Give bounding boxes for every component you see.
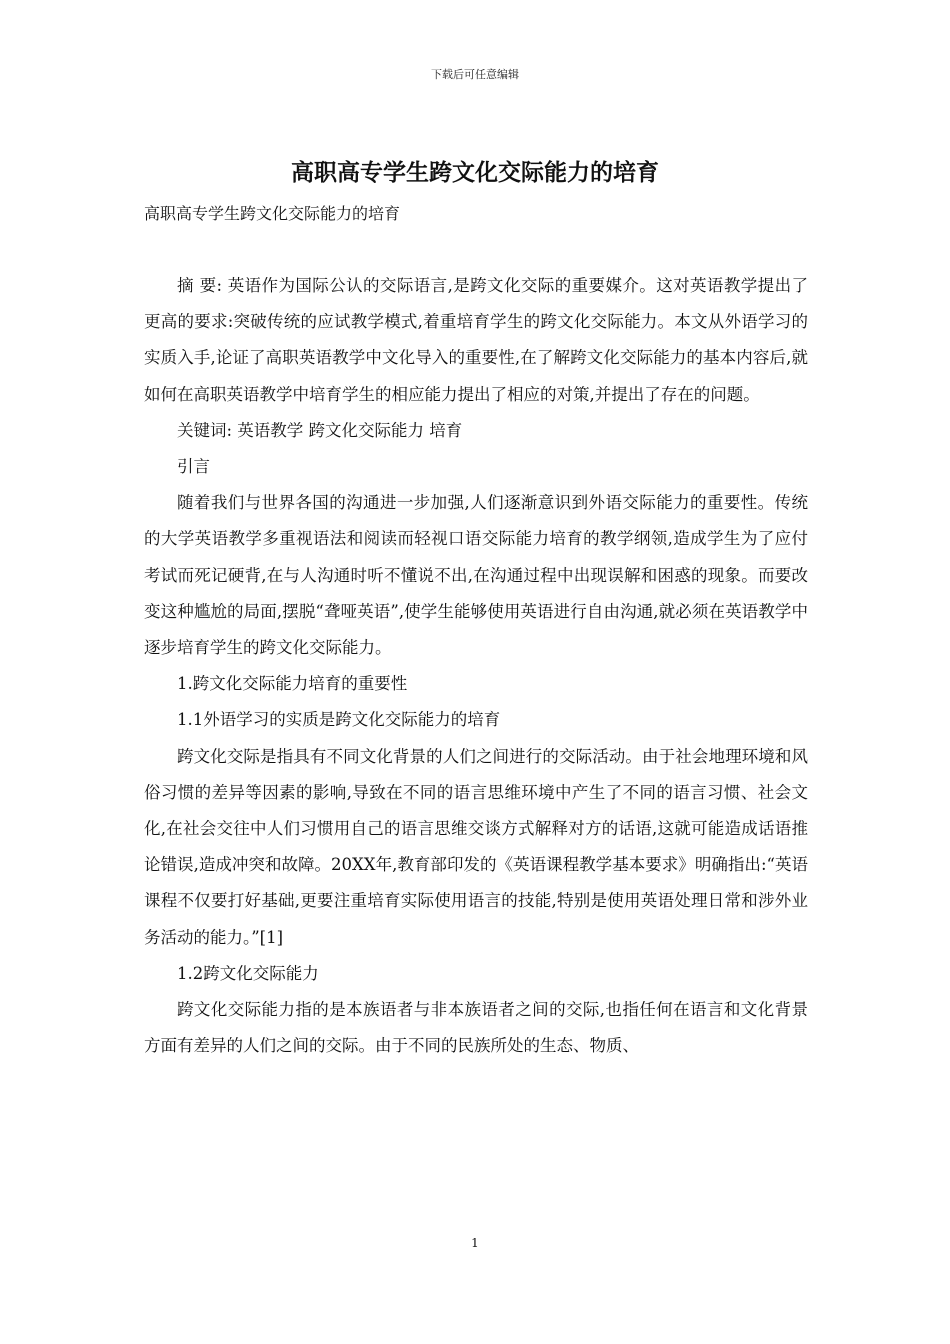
section-heading-introduction: 引言 [177,457,210,477]
section-heading-1-1: 1.1外语学习的实质是跨文化交际能力的培育 [177,710,501,730]
section-heading-1: 1.跨文化交际能力培育的重要性 [177,674,408,694]
document-body [144,268,808,1064]
section-heading-1-2: 1.2跨文化交际能力 [177,963,319,983]
document-title: 高职高专学生跨文化交际能力的培育 [291,159,659,186]
page-number: 1 [471,1236,479,1250]
section-1-2-paragraph: 跨文化交际能力指的是本族语者与非本族语者之间的交际,也指任何在语言和文化背景方面有差异的人们之间的交际。由于不同的民族所处的生态、物质、 [144,1000,808,1056]
abstract-paragraph: 摘 要: 英语作为国际公认的交际语言,是跨文化交际的重要媒介。这对英语教学提出了更高的要求:突破传统的应试教学模式,着重培育学生的跨文化交际能力。本文从外语学习的实质入手,论证了高职英语教学中文化导入的重要性,在了解跨文化交际能力的基本内容后,就如何在高职英语教学中培育学生的相应能力提出了相应的对策,并提出了存在的问题。 [144,276,808,404]
introduction-paragraph: 随着我们与世界各国的沟通进一步加强,人们逐渐意识到外语交际能力的重要性。传统的大学英语教学多重视语法和阅读而轻视口语交际能力培育的教学纲领,造成学生为了应付考试而死记硬背,在与人沟通时听不懂说不出,在沟通过程中出现误解和困惑的现象。而要改变这种尴尬的局面,摆脱“聋哑英语”,使学生能够使用英语进行自由沟通,就必须在英语教学中逐步培育学生的跨文化交际能力。 [144,493,808,658]
keywords-line: 关键词: 英语教学 跨文化交际能力 培育 [177,420,463,440]
section-1-1-paragraph: 跨文化交际是指具有不同文化背景的人们之间进行的交际活动。由于社会地理环境和风俗习惯的差异等因素的影响,导致在不同的语言思维环境中产生了不同的语言习惯、社会文化,在社会交往中人们习惯用自己的语言思维交谈方式解释对方的话语,这就可能造成话语推论错误,造成冲突和故障。20XX年,教育部印发的《英语课程教学基本要求》明确指出:“英语课程不仅要打好基础,更要注重培育实际使用语言的技能,特别是使用英语处理日常和涉外业务活动的能力。”[1] [144,746,808,947]
header-note: 下载后可任意编辑 [431,68,519,81]
document-subtitle: 高职高专学生跨文化交际能力的培育 [144,204,401,223]
